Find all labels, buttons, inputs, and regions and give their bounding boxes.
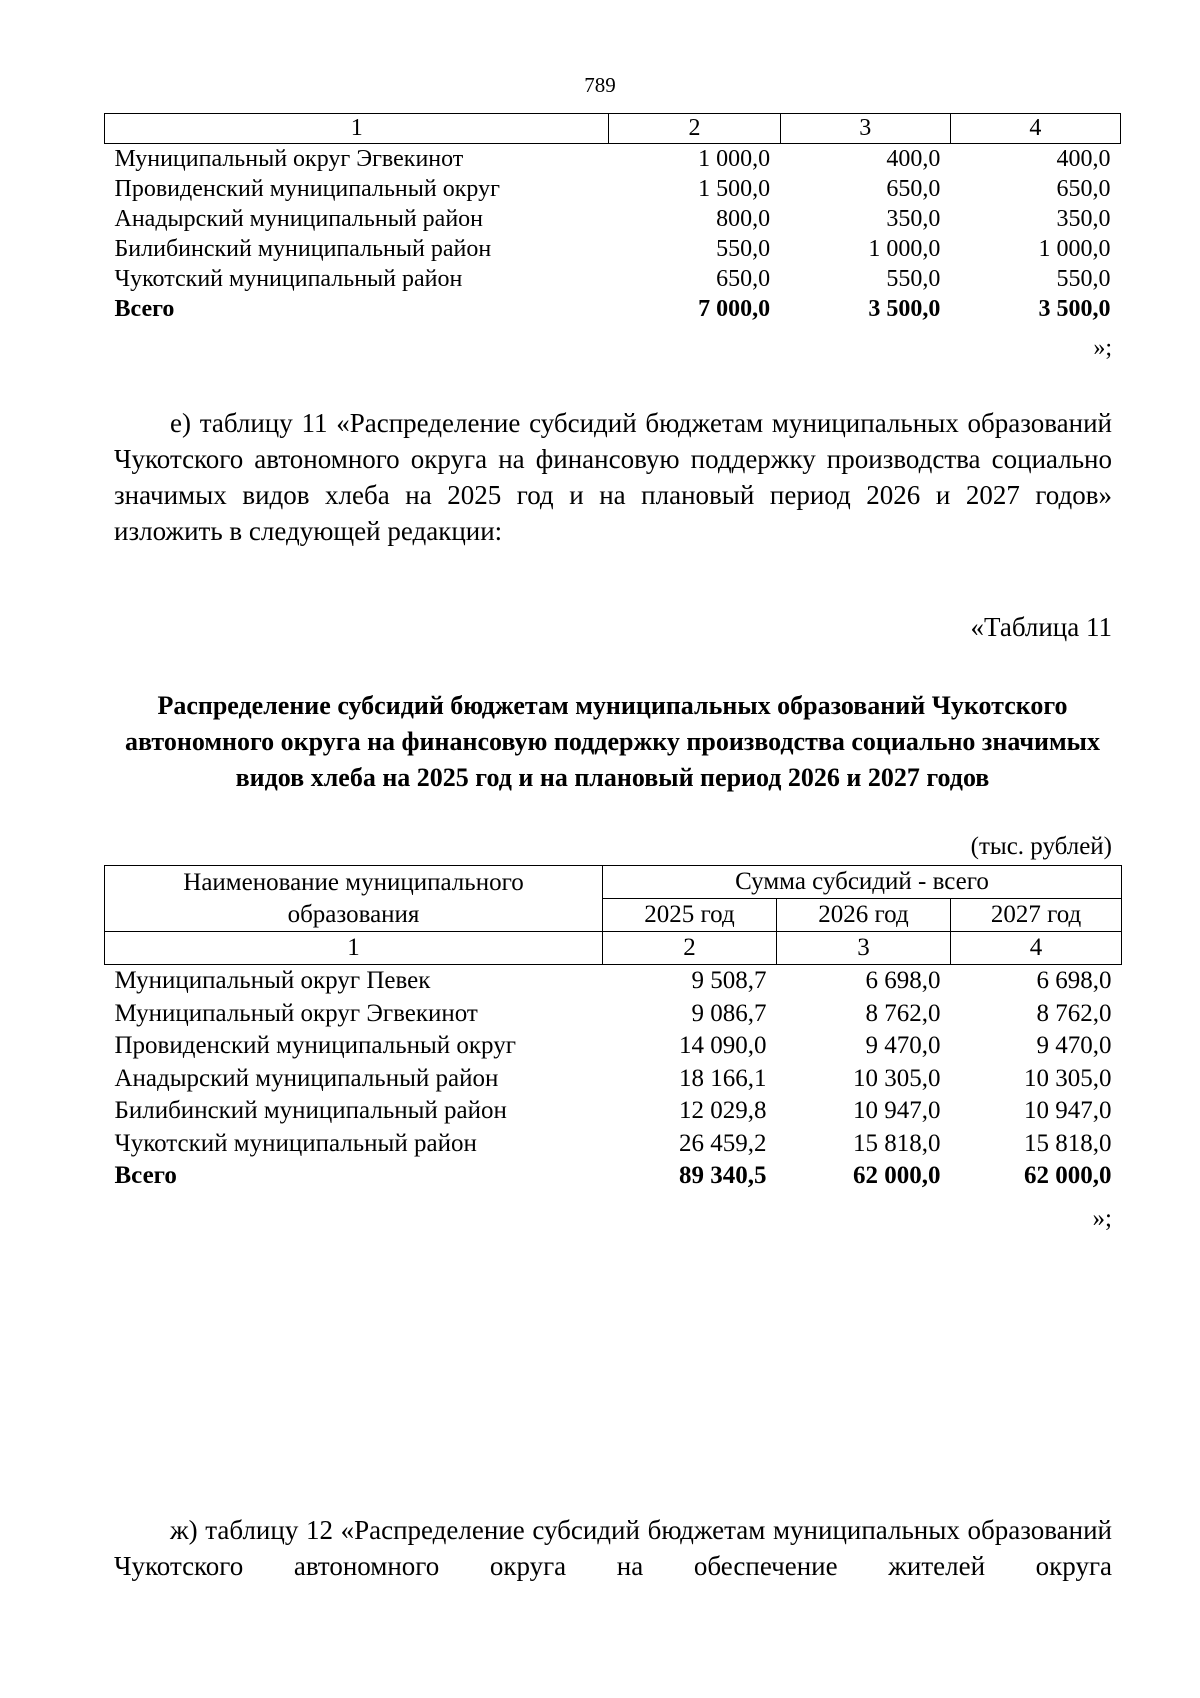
table-row (105, 965, 1122, 998)
cell-value: 8 762,0 (1036, 999, 1112, 1027)
table-row (105, 264, 1121, 294)
table-row (105, 1095, 1122, 1128)
column-number-row (105, 114, 1121, 144)
cell-value: 10 947,0 (1024, 1097, 1112, 1124)
cell-value: 15 818,0 (853, 1129, 941, 1157)
row-name: Муниципальный округ Певек (114, 967, 431, 994)
total-value: 3 500,0 (868, 296, 941, 322)
cell-value: 650,0 (1056, 176, 1111, 202)
previous-table (104, 113, 1121, 324)
total-value: 3 500,0 (1038, 296, 1111, 322)
table-title: Распределение субсидий бюджетам муниципальных образований Чукотского автономного округа на финансовую поддержку производства социально значимых видов хлеба на 2025 год и на плановый период 2026 и 2027 годов (125, 691, 1100, 792)
cell-value: 550,0 (886, 266, 941, 292)
row-name: Чукотский муниципальный район (114, 266, 463, 292)
table-11 (104, 865, 1122, 1193)
cell-value: 10 947,0 (853, 1097, 941, 1124)
unit-label: (тыс. рублей) (970, 833, 1112, 860)
cell-value: 9 086,7 (691, 999, 767, 1027)
cell-value: 1 000,0 (698, 146, 771, 172)
year-header: 2025 год (603, 899, 777, 932)
year-header: 2027 год (951, 899, 1122, 932)
cell-value: 1 500,0 (698, 176, 771, 202)
cell-value: 26 459,2 (679, 1129, 767, 1157)
col-number: 2 (609, 114, 780, 144)
row-name: Билибинский муниципальный район (114, 1097, 507, 1124)
year-header: 2026 год (777, 899, 951, 932)
cell-value: 6 698,0 (1036, 967, 1112, 994)
cell-value: 1 000,0 (1038, 236, 1111, 262)
cell-value: 800,0 (716, 206, 771, 232)
total-label: Всего (114, 296, 175, 322)
header-name: Наименование муниципального образования (105, 866, 603, 932)
cell-value: 350,0 (1056, 206, 1111, 232)
cell-value: 550,0 (716, 236, 771, 262)
cell-value: 650,0 (886, 176, 941, 202)
table-row (105, 174, 1121, 204)
cell-value: 6 698,0 (865, 967, 941, 994)
row-name: Провиденский муниципальный округ (114, 1032, 516, 1059)
total-value: 7 000,0 (698, 296, 771, 322)
row-name: Анадырский муниципальный район (114, 206, 484, 232)
cell-value: 400,0 (886, 146, 941, 172)
col-number: 1 (105, 932, 603, 965)
table-row (105, 998, 1122, 1031)
paragraph-e (114, 405, 1112, 549)
col-number: 3 (780, 114, 950, 144)
header-row (105, 866, 1122, 899)
table-row (105, 1030, 1122, 1063)
cell-value: 9 470,0 (1036, 1032, 1112, 1059)
col-number: 3 (777, 932, 951, 965)
cell-value: 9 470,0 (865, 1032, 941, 1059)
cell-value: 8 762,0 (865, 999, 941, 1027)
cell-value: 14 090,0 (679, 1032, 767, 1059)
col-number: 4 (951, 932, 1122, 965)
total-value: 89 340,5 (679, 1162, 767, 1189)
paragraph-zh (114, 1512, 1112, 1584)
table-row (105, 1063, 1122, 1096)
cell-value: 10 305,0 (853, 1064, 941, 1092)
column-number-row (105, 932, 1122, 965)
cell-value: 1 000,0 (868, 236, 941, 262)
header-sum: Сумма субсидий - всего (603, 866, 1122, 899)
row-name: Муниципальный округ Эгвекинот (114, 999, 478, 1027)
table-label: «Таблица 11 (970, 612, 1112, 642)
paragraph-zh-text: ж) таблицу 12 «Распределение субсидий бюджетам муниципальных образований Чукотского автономного округа на обеспечение жителей округа (114, 1515, 1112, 1581)
cell-value: 15 818,0 (1024, 1129, 1112, 1157)
table-row (105, 234, 1121, 264)
row-name: Чукотский муниципальный район (114, 1129, 477, 1157)
table-row (105, 1128, 1122, 1161)
total-value: 62 000,0 (1024, 1162, 1112, 1189)
cell-value: 400,0 (1056, 146, 1111, 172)
col-number: 2 (603, 932, 777, 965)
col-number: 1 (105, 114, 609, 144)
total-label: Всего (114, 1162, 177, 1189)
row-name: Анадырский муниципальный район (114, 1064, 499, 1092)
cell-value: 18 166,1 (679, 1064, 767, 1092)
cell-value: 10 305,0 (1024, 1064, 1112, 1092)
table-row (105, 144, 1121, 175)
total-row (105, 1160, 1122, 1193)
col-number: 4 (950, 114, 1120, 144)
closing-quote: »; (1092, 1205, 1112, 1232)
closing-quote: »; (1093, 335, 1112, 361)
row-name: Провиденский муниципальный округ (114, 176, 500, 202)
row-name: Муниципальный округ Эгвекинот (114, 146, 464, 172)
cell-value: 650,0 (716, 266, 771, 292)
total-row (105, 294, 1121, 324)
cell-value: 9 508,7 (691, 967, 767, 994)
paragraph-e-text: е) таблицу 11 «Распределение субсидий бюджетам муниципальных образований Чукотского автономного округа на финансовую поддержку производства социально значимых видов хлеба на 2025 год и на плановый период 2026 и 2027 годов» изложить в следующей редакции: (114, 408, 1112, 546)
cell-value: 550,0 (1056, 266, 1111, 292)
cell-value: 12 029,8 (679, 1097, 767, 1124)
total-value: 62 000,0 (853, 1162, 941, 1189)
row-name: Билибинский муниципальный район (114, 236, 492, 262)
table-row (105, 204, 1121, 234)
page-number: 789 (584, 73, 616, 97)
cell-value: 350,0 (886, 206, 941, 232)
